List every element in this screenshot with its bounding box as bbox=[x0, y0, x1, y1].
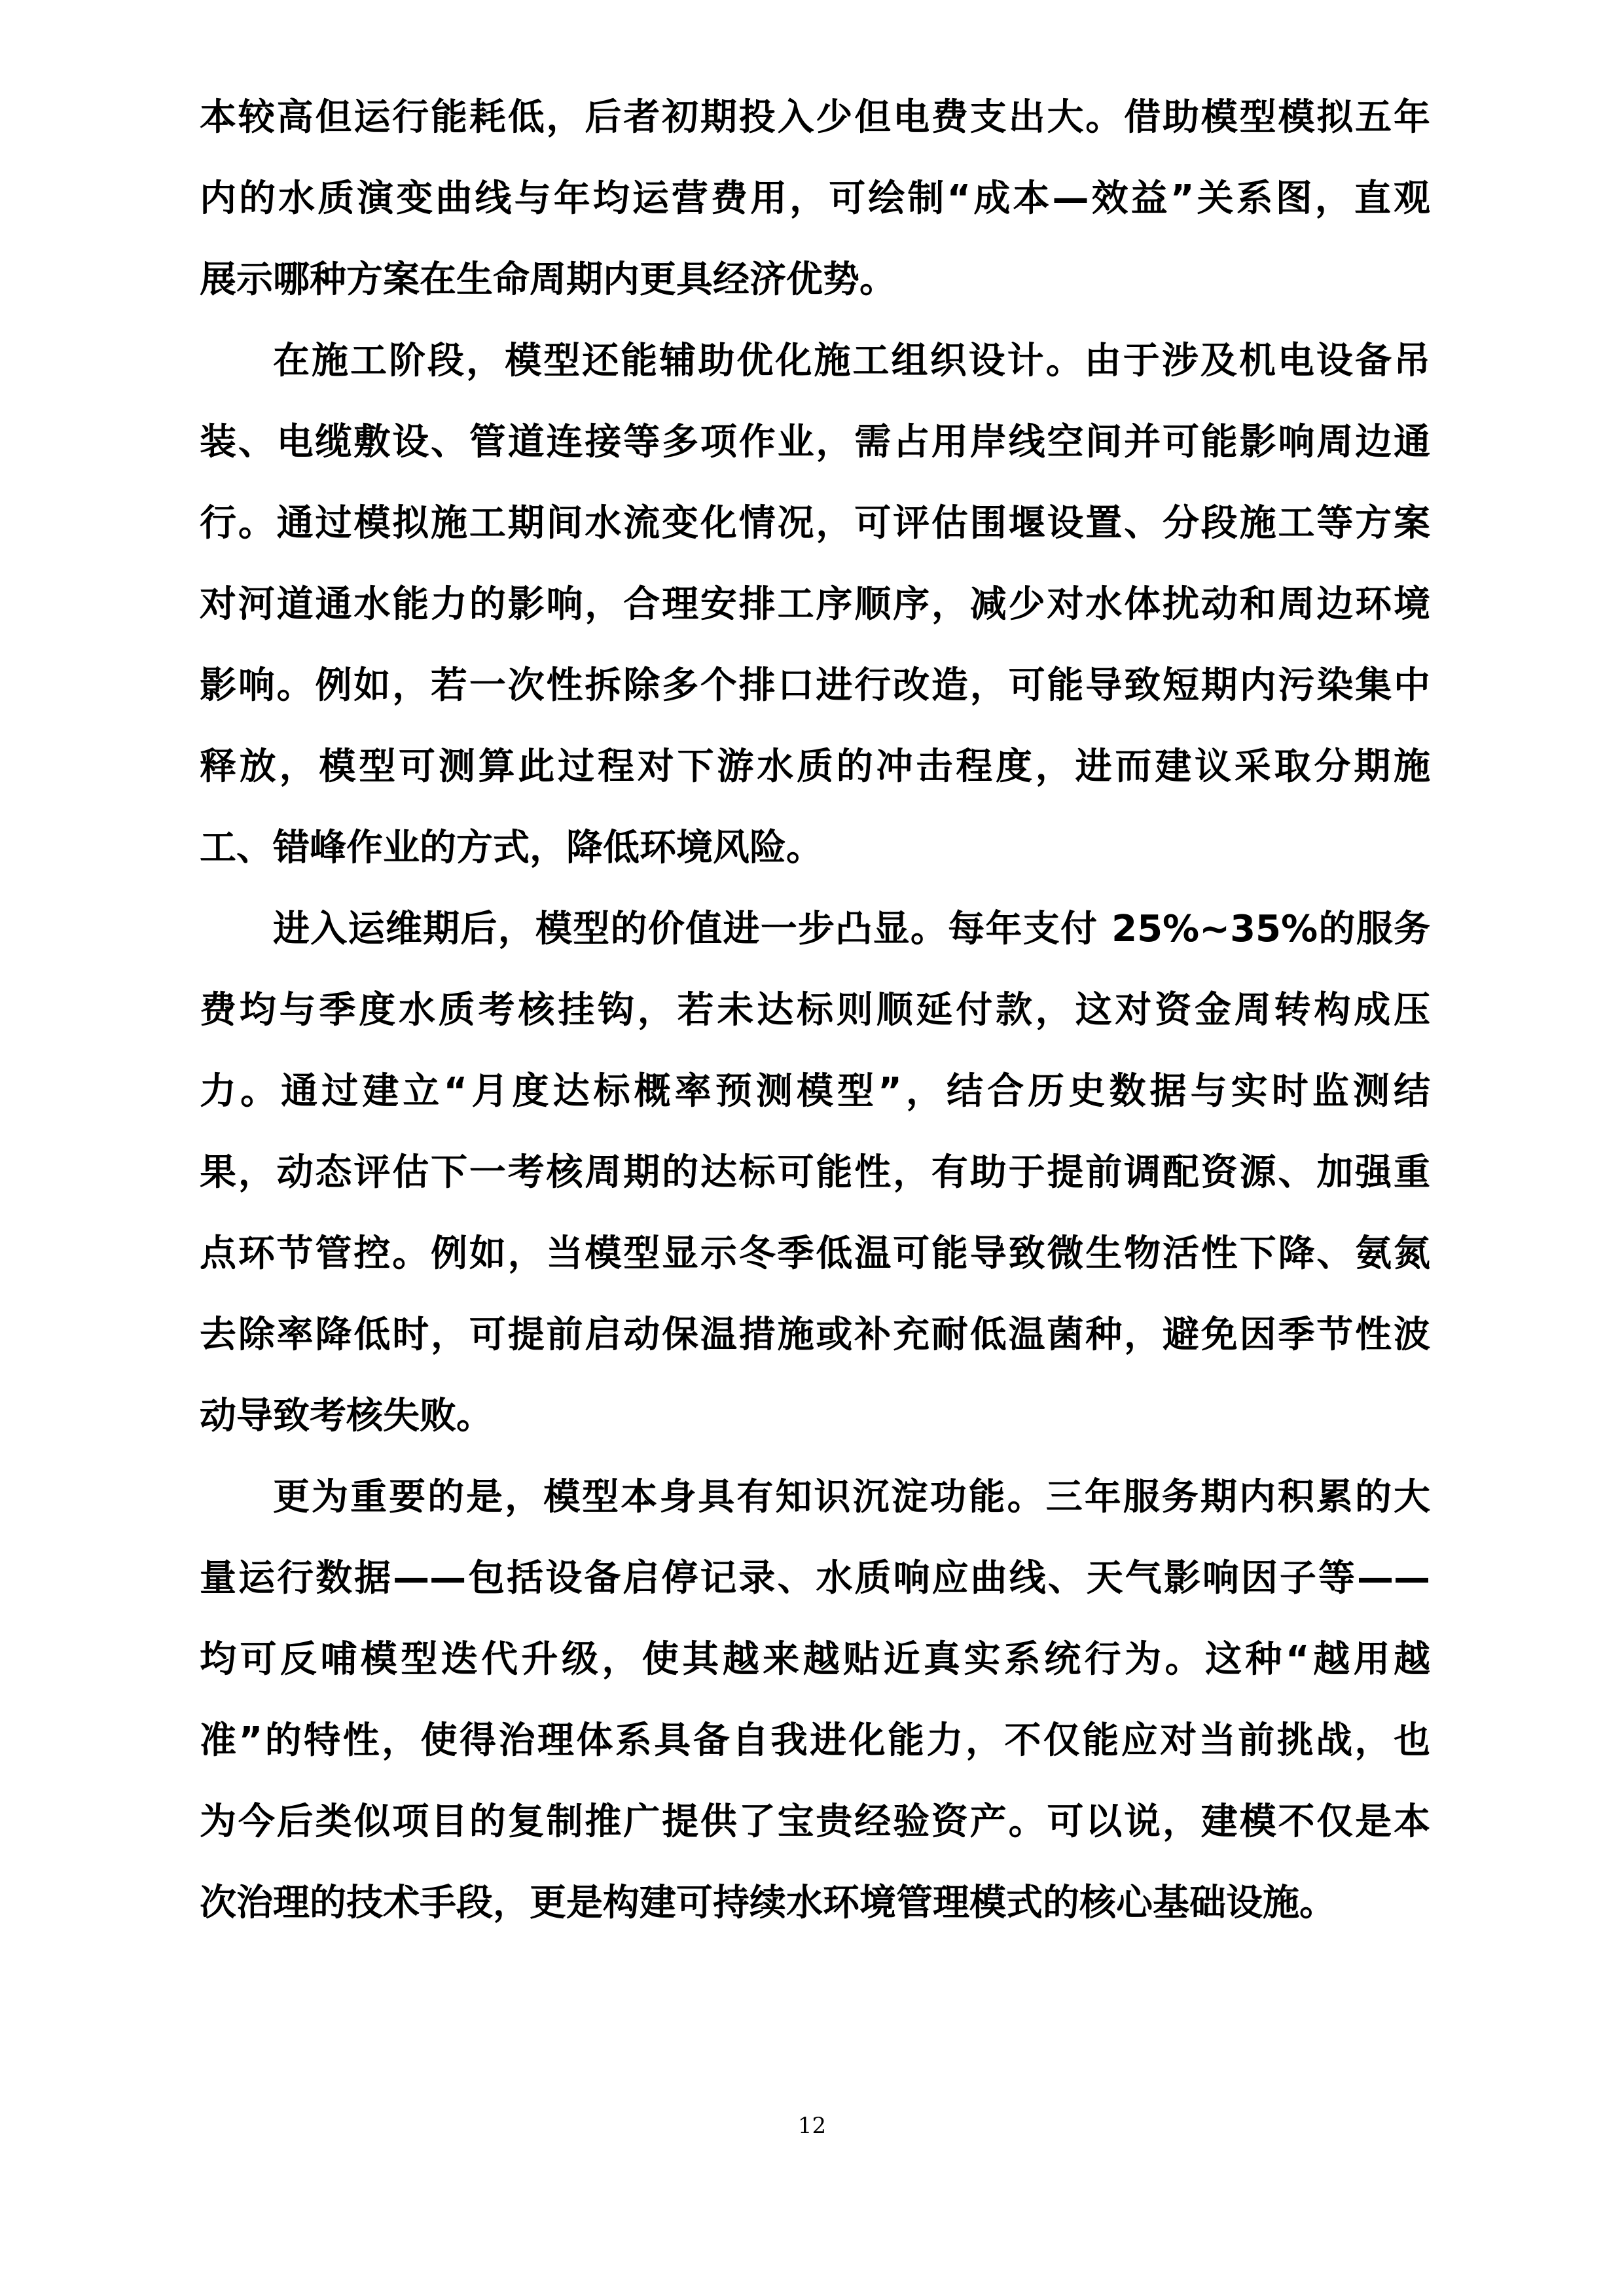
paragraph-4-line-6: 次治理的技术手段，更是构建可持续水环境管理模式的核心基础设施。 bbox=[200, 1882, 1336, 1924]
paragraph-3-line-4: 果，动态评估下一考核周期的达标可能性，有助于提前调配资源、加强重 bbox=[200, 1151, 1430, 1194]
paragraph-3-line-1: 进入运维期后，模型的价值进一步凸显。每年支付 25%~35%的服务 bbox=[273, 908, 1430, 950]
paragraph-2-line-1: 在施工阶段，模型还能辅助优化施工组织设计。由于涉及机电设备吊 bbox=[273, 340, 1430, 382]
paragraph-3-line-5: 点环节管控。例如，当模型显示冬季低温可能导致微生物活性下降、氨氮 bbox=[200, 1232, 1430, 1275]
paragraph-2-line-2: 装、电缆敷设、管道连接等多项作业，需占用岸线空间并可能影响周边通 bbox=[200, 421, 1430, 463]
paragraph-2-line-3: 行。通过模拟施工期间水流变化情况，可评估围堰设置、分段施工等方案 bbox=[200, 502, 1430, 545]
paragraph-4-line-1: 更为重要的是，模型本身具有知识沉淀功能。三年服务期内积累的大 bbox=[273, 1476, 1430, 1518]
paragraph-1-line-1: 本较高但运行能耗低，后者初期投入少但电费支出大。借助模型模拟五年 bbox=[200, 96, 1430, 139]
paragraph-1-line-3: 展示哪种方案在生命周期内更具经济优势。 bbox=[200, 259, 896, 301]
paragraph-4-line-2: 量运行数据——包括设备启停记录、水质响应曲线、天气影响因子等—— bbox=[200, 1557, 1430, 1600]
paragraph-2-line-7: 工、错峰作业的方式，降低环境风险。 bbox=[200, 827, 823, 869]
paragraph-2-line-4: 对河道通水能力的影响，合理安排工序顺序，减少对水体扰动和周边环境 bbox=[200, 583, 1430, 626]
paragraph-2-line-5: 影响。例如，若一次性拆除多个排口进行改造，可能导致短期内污染集中 bbox=[200, 664, 1430, 707]
paragraph-3-line-6: 去除率降低时，可提前启动保温措施或补充耐低温菌种，避免因季节性波 bbox=[200, 1314, 1430, 1356]
paragraph-3-line-2: 费均与季度水质考核挂钩，若未达标则顺延付款，这对资金周转构成压 bbox=[200, 989, 1430, 1031]
paragraph-2-line-6: 释放，模型可测算此过程对下游水质的冲击程度，进而建议采取分期施 bbox=[200, 745, 1430, 788]
paragraph-3-line-3: 力。通过建立“月度达标概率预测模型”，结合历史数据与实时监测结 bbox=[200, 1070, 1430, 1113]
paragraph-3-line-7: 动导致考核失败。 bbox=[200, 1395, 493, 1437]
body-text bbox=[200, 77, 1430, 1944]
page-number: 12 bbox=[797, 2113, 827, 2139]
paragraph-4-line-5: 为今后类似项目的复制推广提供了宝贵经验资产。可以说，建模不仅是本 bbox=[200, 1801, 1430, 1843]
paragraph-4-line-4: 准”的特性，使得治理体系具备自我进化能力，不仅能应对当前挑战，也 bbox=[200, 1719, 1430, 1762]
paragraph-4-line-3: 均可反哺模型迭代升级，使其越来越贴近真实系统行为。这种“越用越 bbox=[200, 1638, 1430, 1681]
paragraph-1-line-2: 内的水质演变曲线与年均运营费用，可绘制“成本—效益”关系图，直观 bbox=[200, 177, 1430, 220]
